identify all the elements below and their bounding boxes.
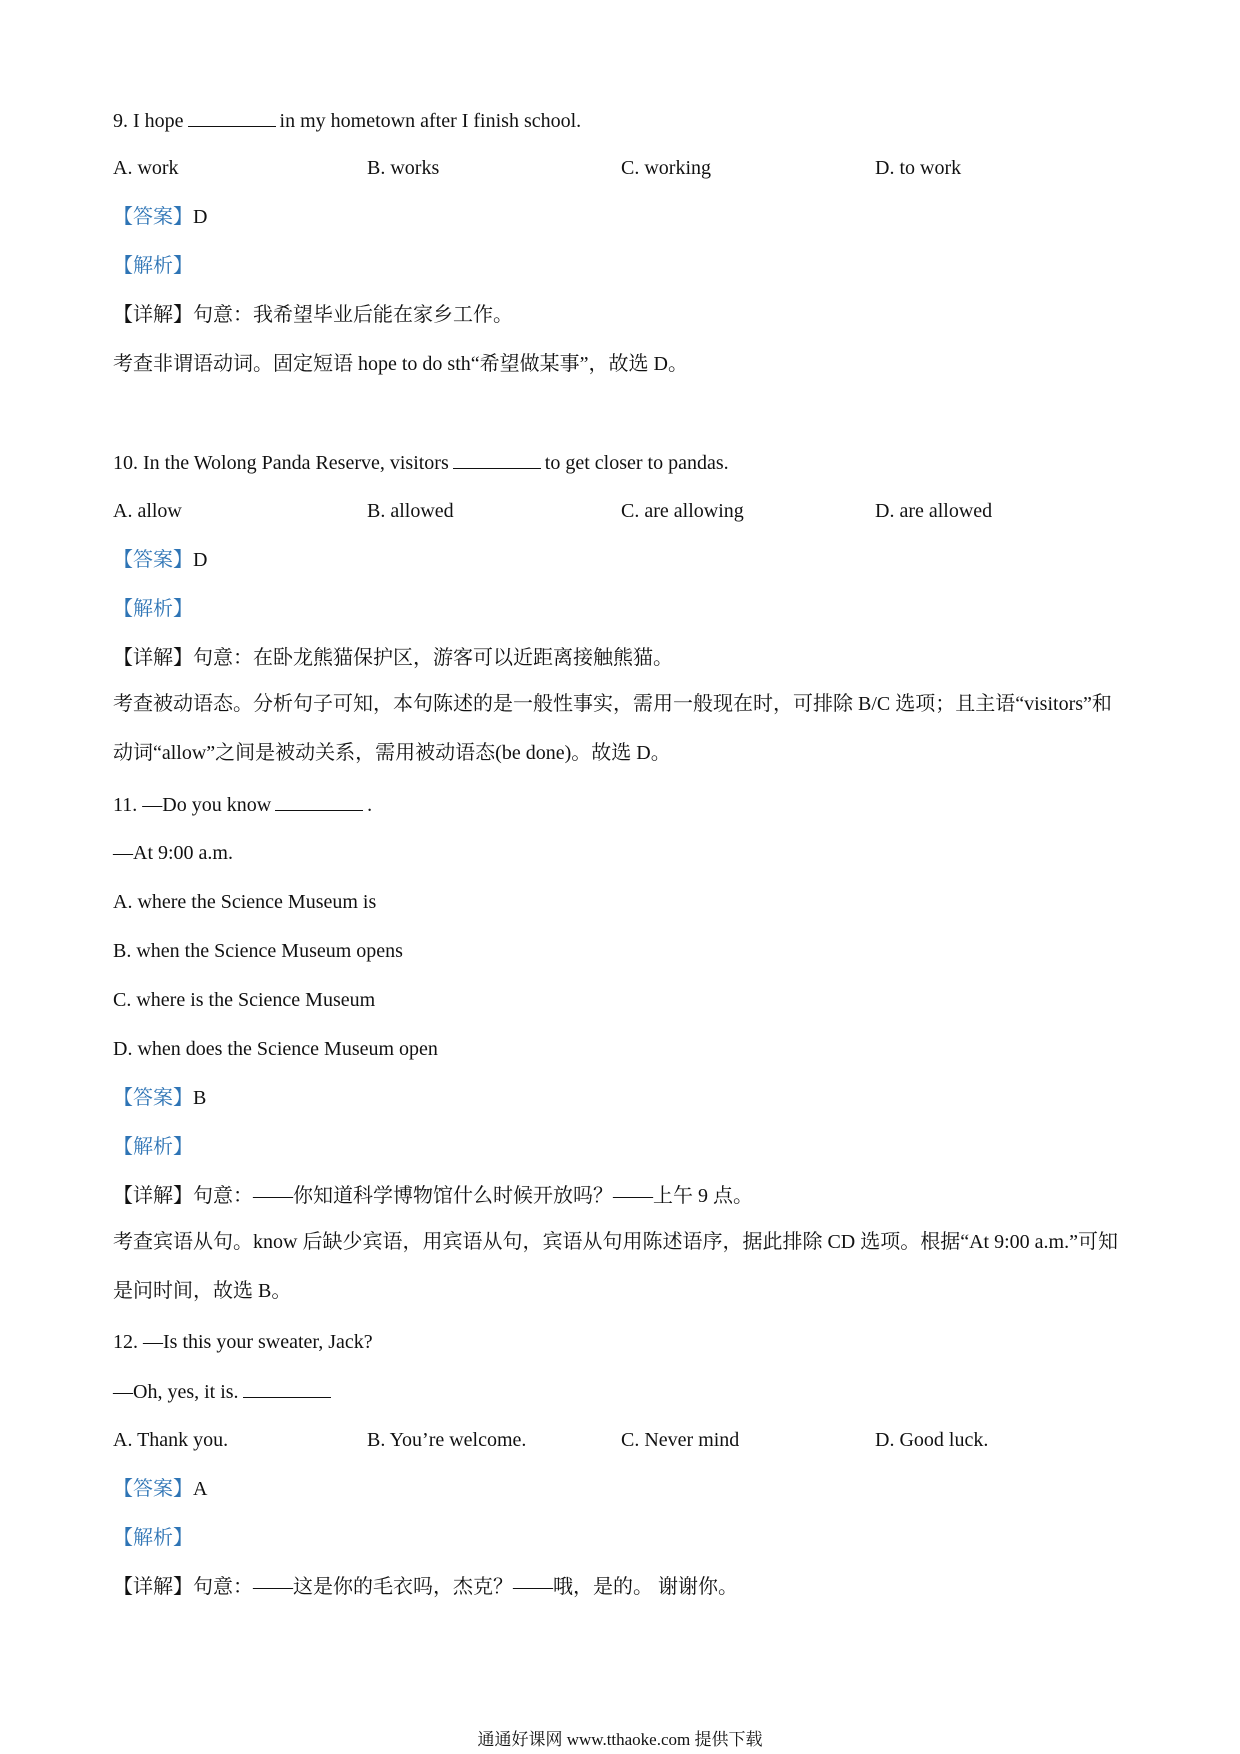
question-9-stem-after: in my hometown after I finish school.: [279, 110, 582, 132]
detail-tag: 【详解】: [113, 1185, 193, 1207]
option-a: A. Thank you.: [113, 1429, 229, 1451]
option-c: C. where is the Science Museum: [113, 989, 376, 1011]
analysis-tag: 【解析】: [113, 255, 193, 277]
detail-text: 句意：我希望毕业后能在家乡工作。: [193, 304, 513, 326]
answer-blank: [275, 790, 363, 811]
question-11-stem-before: 11. —Do you know: [113, 794, 272, 816]
option-a: A. where the Science Museum is: [113, 891, 377, 913]
question-12-analysis: [113, 1524, 193, 1552]
option-a: A. allow: [113, 500, 182, 522]
detail-text: 句意：——你知道科学博物馆什么时候开放吗？——上午 9 点。: [193, 1185, 753, 1207]
detail-text: 句意：在卧龙熊猫保护区，游客可以近距离接触熊猫。: [193, 647, 673, 669]
option-d: D. are allowed: [875, 500, 993, 522]
answer-tag: 【答案】: [113, 549, 193, 571]
option-d: D. when does the Science Museum open: [113, 1038, 438, 1060]
question-10-explain: 考查被动语态。分析句子可知，本句陈述的是一般性事实，需用一般现在时，可排除 B/C 选项；且主语“visitors”和动词“allow”之间是被动关系，需用被动语态(be done)。故选 D。: [113, 693, 1112, 764]
question-12-reply: [113, 1377, 335, 1406]
question-9-stem: [113, 106, 581, 135]
option-a: A. work: [113, 157, 179, 179]
analysis-tag: 【解析】: [113, 1527, 193, 1549]
answer-value: D: [193, 549, 208, 571]
detail-tag: 【详解】: [113, 1576, 193, 1598]
option-c: C. Never mind: [621, 1429, 740, 1451]
answer-tag: 【答案】: [113, 1478, 193, 1500]
detail-tag: 【详解】: [113, 304, 193, 326]
detail-text: 句意：——这是你的毛衣吗，杰克？——哦，是的。 谢谢你。: [193, 1576, 738, 1598]
question-10-options: [113, 497, 1153, 525]
question-12-options: [113, 1426, 1153, 1454]
answer-blank: [243, 1377, 331, 1398]
question-9-options: [113, 154, 1153, 182]
question-12-stem: 12. —Is this your sweater, Jack?: [113, 1331, 373, 1353]
option-c: C. working: [621, 157, 711, 179]
detail-tag: 【详解】: [113, 647, 193, 669]
page-footer: 通通好课网 www.tthaoke.com 提供下载: [477, 1730, 763, 1749]
answer-value: B: [193, 1087, 207, 1109]
question-9-analysis: [113, 252, 193, 280]
question-12-detail: [113, 1573, 738, 1601]
question-11-answer: [113, 1084, 206, 1112]
answer-value: D: [193, 206, 208, 228]
answer-blank: [453, 448, 541, 469]
question-11-detail: [113, 1182, 753, 1210]
question-11-reply: —At 9:00 a.m.: [113, 842, 233, 864]
question-10-stem: [113, 448, 729, 477]
question-10-answer: [113, 546, 207, 574]
question-12-reply-text: —Oh, yes, it is.: [113, 1381, 239, 1403]
option-b: B. when the Science Museum opens: [113, 940, 403, 962]
question-11-explain: 考查宾语从句。know 后缺少宾语，用宾语从句，宾语从句用陈述语序，据此排除 CD 选项。根据“At 9:00 a.m.”可知是问时间，故选 B。: [113, 1231, 1118, 1302]
question-11-stem-after: .: [367, 794, 373, 816]
question-9-stem-before: 9. I hope: [113, 110, 184, 132]
option-b: B. You’re welcome.: [367, 1429, 527, 1451]
option-d: D. Good luck.: [875, 1429, 989, 1451]
question-10-analysis: [113, 595, 193, 623]
question-9-detail: [113, 301, 513, 329]
option-b: B. works: [367, 157, 440, 179]
question-10-detail: [113, 644, 673, 672]
analysis-tag: 【解析】: [113, 1136, 193, 1158]
question-10-stem-before: 10. In the Wolong Panda Reserve, visitors: [113, 452, 449, 474]
question-11-analysis: [113, 1133, 193, 1161]
option-c: C. are allowing: [621, 500, 744, 522]
answer-tag: 【答案】: [113, 206, 193, 228]
answer-value: A: [193, 1478, 208, 1500]
question-9-explain: 考查非谓语动词。固定短语 hope to do sth“希望做某事”，故选 D。: [113, 353, 688, 375]
question-11-stem: [113, 790, 372, 819]
answer-blank: [188, 106, 276, 127]
question-10-stem-after: to get closer to pandas.: [544, 452, 729, 474]
question-12-answer: [113, 1475, 207, 1503]
question-9-answer: [113, 203, 207, 231]
analysis-tag: 【解析】: [113, 598, 193, 620]
option-d: D. to work: [875, 157, 962, 179]
option-b: B. allowed: [367, 500, 454, 522]
answer-tag: 【答案】: [113, 1087, 193, 1109]
